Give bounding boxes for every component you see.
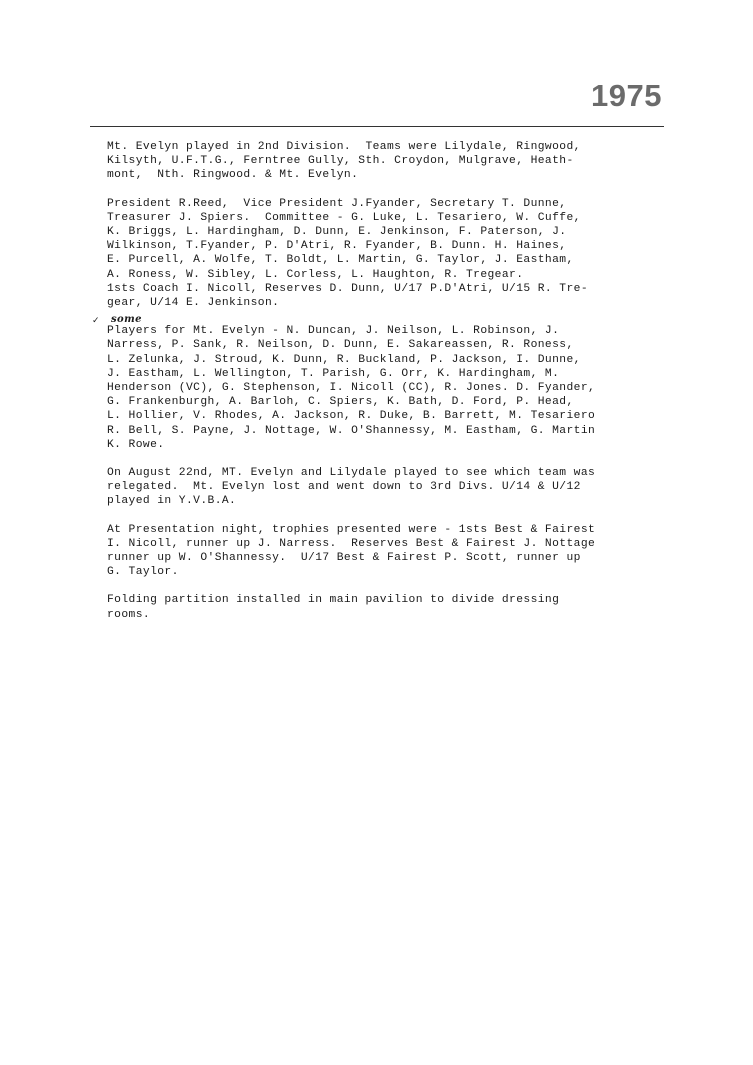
officials-paragraph: [107, 197, 679, 311]
text-line: Henderson (VC), G. Stephenson, I. Nicoll (CC), R. Jones. D. Fyander,: [107, 382, 596, 395]
relegation-paragraph: [107, 466, 679, 509]
text-line: runner up W. O'Shannessy. U/17 Best & Fairest P. Scott, runner up: [107, 552, 581, 565]
division-paragraph: [107, 140, 679, 183]
text-line: At Presentation night, trophies presented were - 1sts Best & Fairest: [107, 523, 596, 536]
text-line: 1sts Coach I. Nicoll, Reserves D. Dunn, U/17 P.D'Atri, U/15 R. Tre-: [107, 282, 589, 295]
text-line: Kilsyth, U.F.T.G., Ferntree Gully, Sth. Croydon, Mulgrave, Heath-: [107, 155, 574, 168]
text-line: Wilkinson, T.Fyander, P. D'Atri, R. Fyander, B. Dunn. H. Haines,: [107, 240, 567, 253]
text-line: relegated. Mt. Evelyn lost and went down to 3rd Divs. U/14 & U/12: [107, 481, 581, 494]
handwritten-note: some: [111, 314, 142, 326]
text-line: G. Frankenburgh, A. Barloh, C. Spiers, K. Bath, D. Ford, P. Head,: [107, 396, 574, 409]
text-line: J. Eastham, L. Wellington, T. Parish, G. Orr, K. Hardingham, M.: [107, 367, 560, 380]
text-line: Narress, P. Sank, R. Neilson, D. Dunn, E. Sakareassen, R. Roness,: [107, 339, 574, 352]
players-paragraph: [92, 314, 679, 452]
text-line: rooms.: [107, 608, 151, 621]
document-body: [92, 140, 679, 636]
text-line: President R.Reed, Vice President J.Fyander, Secretary T. Dunne,: [107, 197, 567, 210]
margin-tick-mark: ✓: [92, 316, 100, 327]
text-line: Treasurer J. Spiers. Committee - G. Luke, L. Tesariero, W. Cuffe,: [107, 211, 581, 224]
text-line: K. Rowe.: [107, 438, 165, 451]
pavilion-paragraph: [107, 593, 679, 621]
text-line: Players for Mt. Evelyn - N. Duncan, J. Neilson, L. Robinson, J.: [107, 325, 560, 338]
text-line: K. Briggs, L. Hardingham, D. Dunn, E. Jenkinson, F. Paterson, J.: [107, 226, 567, 239]
text-line: I. Nicoll, runner up J. Narress. Reserves Best & Fairest J. Nottage: [107, 537, 596, 550]
text-line: On August 22nd, MT. Evelyn and Lilydale played to see which team was: [107, 467, 596, 480]
text-line: L. Hollier, V. Rhodes, A. Jackson, R. Duke, B. Barrett, M. Tesariero: [107, 410, 596, 423]
page-year-heading: 1975: [591, 78, 662, 113]
text-line: E. Purcell, A. Wolfe, T. Boldt, L. Martin, G. Taylor, J. Eastham,: [107, 254, 574, 267]
text-line: G. Taylor.: [107, 566, 179, 579]
text-line: R. Bell, S. Payne, J. Nottage, W. O'Shannessy, M. Eastham, G. Martin: [107, 424, 596, 437]
header-divider: [90, 126, 664, 127]
text-line: A. Roness, W. Sibley, L. Corless, L. Haughton, R. Tregear.: [107, 268, 524, 281]
presentation-paragraph: [107, 523, 679, 580]
text-line: Mt. Evelyn played in 2nd Division. Teams were Lilydale, Ringwood,: [107, 141, 581, 153]
text-line: L. Zelunka, J. Stroud, K. Dunn, R. Buckland, P. Jackson, I. Dunne,: [107, 353, 581, 366]
text-line: gear, U/14 E. Jenkinson.: [107, 297, 280, 310]
text-line: Folding partition installed in main pavilion to divide dressing: [107, 594, 560, 607]
text-line: played in Y.V.B.A.: [107, 495, 237, 508]
text-line: mont, Nth. Ringwood. & Mt. Evelyn.: [107, 169, 359, 182]
